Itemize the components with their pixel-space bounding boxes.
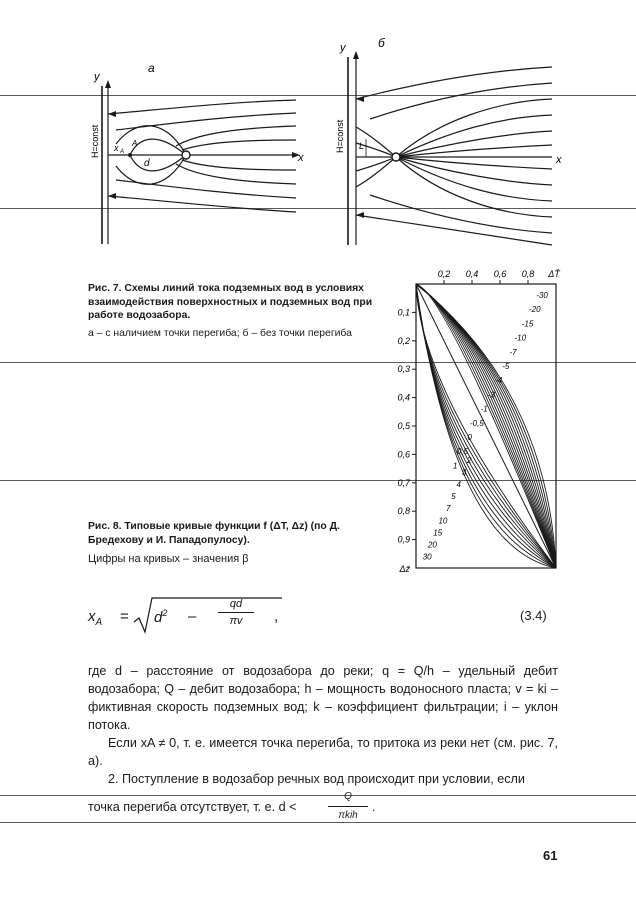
top-tick-label: 0,6: [493, 269, 507, 279]
curve-label: -15: [521, 319, 534, 329]
curve-label: -10: [514, 333, 527, 343]
curve-label: -1: [480, 404, 488, 414]
body-text: [88, 662, 558, 821]
well-point: [182, 151, 190, 159]
left-tick-label: 0,8: [397, 506, 410, 517]
equation-d-term: $d^2$: [154, 608, 168, 626]
y-axis-label: y: [94, 71, 100, 83]
curve-label: -0,5: [470, 418, 484, 428]
curve-label: 7: [445, 504, 451, 514]
curve-label: -30: [536, 291, 548, 300]
wall-label: H=const: [335, 119, 345, 153]
diagonal-curve: [416, 284, 556, 568]
figure-8-caption-note: Цифры на кривых – значения β: [88, 553, 249, 565]
well-point: [392, 153, 400, 161]
point-a-label: A: [132, 139, 138, 148]
left-tick-label: 0,2: [397, 335, 410, 346]
paragraph-2: Если xA ≠ 0, т. е. имеется точка перегиба, то притока из реки нет (см. рис. 7, а).: [88, 736, 558, 768]
curve-label: 3: [461, 467, 467, 477]
left-tick-label: 0,9: [397, 534, 410, 545]
curve-label: -7: [509, 347, 517, 357]
left-axis-label: Δz̄: [399, 564, 410, 574]
figure-7-caption: [88, 282, 378, 340]
equation-equals: =: [120, 608, 129, 625]
y-axis-label: y: [340, 42, 346, 54]
curve-label: 20: [427, 540, 437, 550]
equation-number: (3.4): [520, 608, 547, 623]
curve-label: 1: [452, 461, 458, 471]
top-axis-label: ΔT̄: [548, 269, 560, 279]
left-tick-label: 0,1: [397, 307, 410, 318]
figure-8-caption-title: Рис. 8. Типовые кривые функции f (ΔT, Δz) (по Д. Бредехову и И. Пападопулосу).: [88, 521, 340, 546]
curve-label: 0,5: [456, 447, 468, 457]
paragraph-4: точка перегиба отсутствует, т. е. d < Q πkih .: [88, 788, 558, 818]
curve-label: 5: [451, 492, 456, 502]
top-tick-label: 0,8: [521, 269, 535, 279]
rule-line: [0, 822, 636, 823]
curve-label: 4: [456, 480, 461, 490]
equation-3-4: $x_A$ = $d^2$ – qd πv , (3.4): [88, 596, 558, 642]
curve-label: -20: [528, 305, 541, 315]
figure-7a-diagram: [86, 58, 308, 248]
xa-sub-label: A: [120, 149, 125, 155]
top-tick-label: 0,2: [437, 269, 451, 279]
figure-8-chart: [368, 262, 568, 578]
figure-7-caption-title: Рис. 7. Схемы линий тока подземных вод в условиях взаимодействия поверхностных и подземных вод при работе водозабора.: [88, 283, 373, 321]
figure-7b: [330, 35, 565, 250]
x-axis-label: x: [556, 154, 562, 166]
equation-denominator: πv: [229, 615, 243, 627]
curve-label: -5: [502, 362, 510, 371]
curve-label: -3: [487, 390, 495, 400]
paragraph-3: 2. Поступление в водозабор речных вод происходит при условии, если: [108, 772, 525, 786]
equation-fraction: [218, 598, 254, 627]
inflection-point: [128, 153, 132, 157]
x-axis-label: x: [298, 152, 304, 164]
d-label: d: [144, 158, 150, 169]
xa-label: x: [114, 143, 119, 153]
top-tick-label: 0,4: [465, 269, 479, 279]
left-tick-label: 0,4: [397, 392, 410, 403]
curve-label: 15: [433, 528, 443, 538]
left-tick-label: 0,6: [397, 449, 410, 460]
curve-label: 30: [422, 552, 432, 562]
equation-lhs: $x_A$: [88, 608, 103, 628]
figure-7-caption-note: а – с наличием точки перегиба; б – без точки перегиба: [88, 327, 352, 339]
figure-8-caption: [88, 520, 378, 567]
figure-7b-label: б: [378, 36, 385, 50]
figure-7a-label: а: [148, 61, 155, 75]
left-tick-label: 0,5: [397, 421, 410, 431]
l-label: L: [359, 141, 365, 151]
curve-label: -4: [495, 376, 503, 386]
curve-label: 0: [467, 433, 472, 442]
page-number: 61: [543, 848, 558, 863]
figure-8: [368, 262, 568, 578]
curve-label: 10: [438, 516, 448, 526]
equation-numerator: qd: [229, 598, 243, 610]
left-tick-label: 0,3: [397, 364, 410, 375]
curve-label: 2: [466, 455, 472, 465]
figure-7a: [86, 58, 308, 248]
left-tick-label: 0,7: [397, 477, 410, 488]
inline-fraction: Q πkih: [328, 788, 368, 825]
wall-label: H=const: [90, 124, 100, 158]
figure-7b-diagram: [330, 35, 565, 250]
paragraph-1: где d – расстояние от водозабора до реки; q = Q/h – удельный дебит водозабора; Q – дебит водозабора; h – мощность водоносного пласта; v = ki – фиктивная скорость подземных вод; k – коэффициент фильтрации; i – уклон потока.: [88, 664, 558, 732]
equation-minus: –: [188, 608, 197, 625]
